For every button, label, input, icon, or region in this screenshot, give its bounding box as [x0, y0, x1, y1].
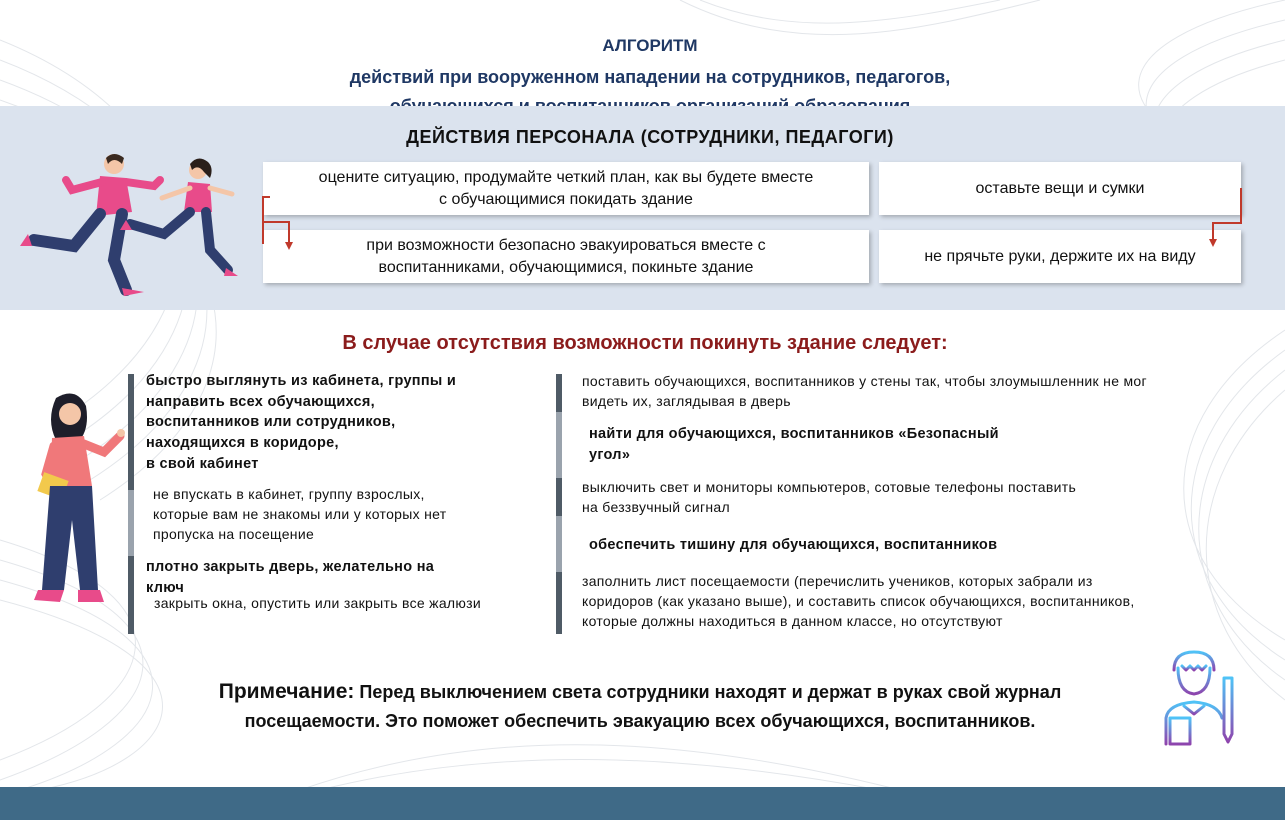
right-item-2-line: найти для обучающихся, воспитанников «Безопасный: [589, 426, 999, 442]
note-block: [130, 676, 1150, 735]
flow-connector-left-drop: [288, 221, 290, 243]
left-item-1-line: направить всех обучающихся,: [146, 393, 376, 410]
left-item-2-line: которые вам не знакомы или у которых нет: [153, 506, 447, 523]
flow-connector-left-horizontal: [262, 221, 290, 223]
list-item: [582, 371, 1262, 411]
note-text-line2: посещаемости. Это поможет обеспечить эвакуацию всех обучающихся, воспитанников.: [244, 710, 1036, 731]
list-item: [589, 424, 1189, 465]
staff-card-evacuate-line1: при возможности безопасно эвакуироваться вместе с: [366, 236, 766, 254]
left-item-1-line: быстро выглянуть из кабинета, группы и: [146, 373, 457, 389]
list-item: [146, 371, 546, 475]
right-item-4-line: обеспечить тишину для обучающихся, воспитанников: [589, 537, 998, 553]
left-item-1-line: находящихся в коридоре,: [146, 435, 339, 452]
right-list-bar-segment: [556, 374, 562, 412]
footer-bar: [0, 787, 1285, 820]
left-list-bar-segment: [128, 556, 134, 634]
staff-card-leave-bags: [879, 162, 1241, 215]
woman-pointing-illustration: [20, 390, 130, 605]
flow-connector-left: [262, 196, 264, 244]
right-item-2-line: угол»: [589, 446, 631, 463]
running-people-illustration: [14, 150, 244, 300]
staff-card-assess-line1: оцените ситуацию, продумайте четкий план, как вы будете вместе: [318, 168, 814, 186]
left-item-1-line: в свой кабинет: [146, 455, 259, 472]
left-item-3-line: плотно закрыть дверь, желательно на: [146, 559, 435, 575]
list-item: [153, 484, 548, 544]
arrow-down-icon: [285, 242, 293, 250]
right-list-bar-segment: [556, 478, 562, 516]
no-exit-heading: В случае отсутствия возможности покинуть здание следует:: [342, 332, 948, 354]
teacher-icon: [1160, 648, 1245, 750]
left-list-bar-segment: [128, 374, 134, 490]
left-item-2-line: пропуска на посещение: [153, 526, 315, 543]
left-item-3-line: ключ: [146, 579, 185, 596]
list-item: [154, 593, 554, 613]
staff-card-evacuate-line2: воспитанниками, обучающимися, покиньте здание: [378, 258, 754, 276]
flow-connector-right-horizontal: [1212, 222, 1242, 224]
arrow-down-icon: [1209, 239, 1217, 247]
staff-card-hands-visible-text: не прячьте руки, держите их на виду: [924, 247, 1196, 265]
flow-connector-left-tick: [262, 196, 270, 198]
staff-card-assess: [263, 162, 869, 215]
staff-card-leave-bags-text: оставьте вещи и сумки: [975, 179, 1145, 197]
right-item-5-line: коридоров (как указано выше), и составить список обучающихся, воспитанников,: [582, 593, 1135, 610]
staff-card-assess-line2: с обучающимися покидать здание: [439, 190, 693, 208]
list-item: [582, 571, 1272, 631]
list-item: [582, 477, 1262, 517]
right-item-5-line: которые должны находиться в данном классе, но отсутствуют: [582, 613, 1003, 630]
flow-connector-right: [1240, 188, 1242, 224]
right-item-3-line: на беззвучный сигнал: [582, 499, 730, 516]
staff-actions-heading: ДЕЙСТВИЯ ПЕРСОНАЛА (СОТРУДНИКИ, ПЕДАГОГИ): [406, 127, 894, 147]
note-label: Примечание:: [218, 680, 355, 703]
page-subtitle-line1: действий при вооруженном нападении на сотрудников, педагогов,: [349, 67, 951, 87]
right-item-1-line: видеть их, заглядывая в дверь: [582, 393, 791, 410]
right-item-3-line: выключить свет и мониторы компьютеров, сотовые телефоны поставить: [582, 479, 1077, 495]
note-text-line1: Перед выключением света сотрудники находят и держат в руках свой журнал: [354, 682, 1062, 702]
right-item-5-line: заполнить лист посещаемости (перечислить учеников, которых забрали из: [582, 573, 1093, 589]
right-item-1-line: поставить обучающихся, воспитанников у стены так, чтобы злоумышленник не мог: [582, 373, 1147, 389]
staff-card-evacuate: [263, 230, 869, 283]
left-item-1-line: воспитанников или сотрудников,: [146, 414, 396, 431]
staff-card-hands-visible: [879, 230, 1241, 283]
left-item-4-line: закрыть окна, опустить или закрыть все жалюзи: [154, 595, 482, 611]
flow-connector-right-drop: [1212, 222, 1214, 240]
list-item: [589, 535, 1189, 556]
right-list-bar-segment: [556, 572, 562, 634]
page-title: АЛГОРИТМ: [602, 36, 698, 55]
left-item-2-line: не впускать в кабинет, группу взрослых,: [153, 486, 425, 502]
